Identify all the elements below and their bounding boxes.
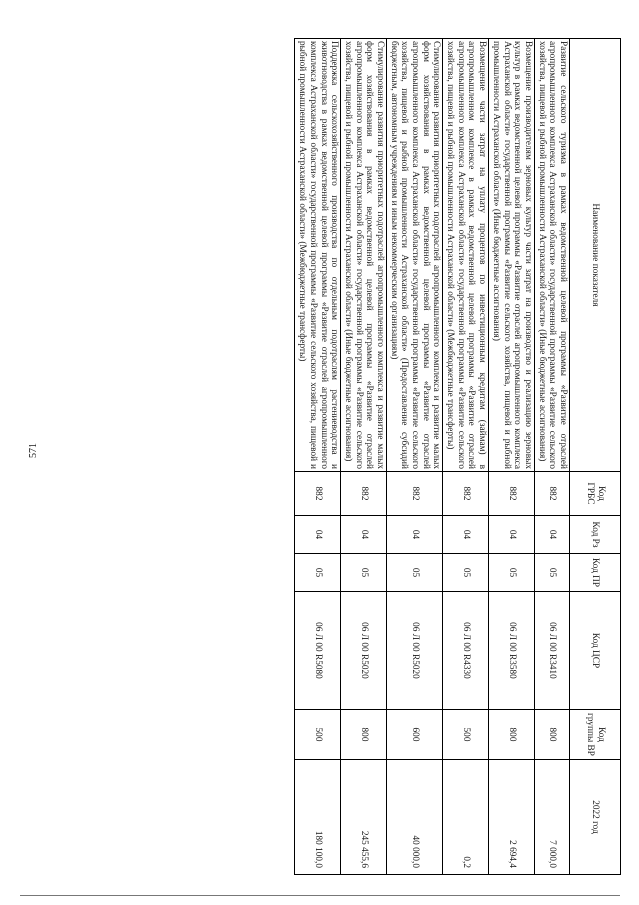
row-rz: 04: [341, 516, 387, 554]
row-vr: 800: [341, 710, 387, 760]
row-rz: 04: [295, 516, 341, 554]
row-grbs: 882: [295, 472, 341, 516]
header-vr: Код группы ВР: [570, 710, 621, 760]
row-name: Стимулирование развития приоритетных подотраслей агропромышленного комплекса и развитие малых форм хозяйствования в рамках ведомственной целевой программы «Развитие отраслей агропромышленного комплекса Астраханской области» государственной программы «Развитие сельского хозяйства, пищевой и рыбной промышленности Астраханской области» (Предоставление субсидий бюджетным, автономным учреждениям и иным некоммерческим организациям): [387, 39, 443, 472]
row-pr: 05: [443, 554, 489, 592]
row-grbs: 882: [443, 472, 489, 516]
table-row: [295, 39, 341, 875]
row-name: Возмещение производителям зерновых культур части затрат на производство и реализацию зерновых культур в рамках ведомственной целевой программы «Развитие отраслей агропромышленного комплекса Астраханской области» государственной программы «Развитие сельского хозяйства, пищевой и рыбной промышленности Астраханской области» (Иные бюджетные ассигнования): [489, 39, 535, 472]
table-row: [489, 39, 535, 875]
row-value: 180 100,0: [295, 760, 341, 875]
row-grbs: 882: [387, 472, 443, 516]
header-rz: Код Рз: [570, 516, 621, 554]
row-rz: 04: [534, 516, 569, 554]
row-grbs: 882: [534, 472, 569, 516]
table-row: [534, 39, 569, 875]
row-grbs: 882: [489, 472, 535, 516]
row-name: Развитие сельского туризма в рамках ведомственной целевой программы «Развитие отраслей агропромышленного комплекса Астраханской области» государственной программы «Развитие сельского хозяйства, пищевой и рыбной промышленности Астраханской области» (Иные бюджетные ассигнования): [534, 39, 569, 472]
row-value: 40 000,0: [387, 760, 443, 875]
row-pr: 05: [295, 554, 341, 592]
row-vr: 800: [489, 710, 535, 760]
row-csr: 06 Л 00 R5020: [387, 592, 443, 710]
row-pr: 05: [534, 554, 569, 592]
row-grbs: 882: [341, 472, 387, 516]
row-name: Возмещение части затрат на уплату процентов по инвестиционным кредитам (займам) в агропромышленном комплексе в рамках ведомственной целевой программы «Развитие отраслей агропромышленного комплекса Астраханской области» государственной программы «Развитие сельского хозяйства, пищевой и рыбной промышленности Астраханской области» (Межбюджетные трансферты): [443, 39, 489, 472]
row-vr: 600: [387, 710, 443, 760]
row-value: 2 694,4: [489, 760, 535, 875]
row-pr: 05: [341, 554, 387, 592]
row-rz: 04: [387, 516, 443, 554]
row-vr: 500: [295, 710, 341, 760]
row-value: 0,2: [443, 760, 489, 875]
table-row: [387, 39, 443, 875]
row-csr: 06 Л 00 R5020: [341, 592, 387, 710]
header-grbs: Код ГРБС: [570, 472, 621, 516]
row-value: 245 455,6: [341, 760, 387, 875]
row-name: Поддержка сельскохозяйственного производства по отдельным подотраслям растениеводства и животноводства в рамках ведомственной целевой программы «Развитие отраслей агропромышленного комплекса Астраханской области» государственной программы «Развитие сельского хозяйства, пищевой и рыбной промышленности Астраханской области» (Межбюджетные трансферты): [295, 39, 341, 472]
bottom-rule: [20, 895, 620, 896]
row-name: Стимулирование развития приоритетных подотраслей агропромышленного комплекса и развитие малых форм хозяйствования в рамках ведомственной целевой программы «Развитие отраслей агропромышленного комплекса Астраханской области» государственной программы «Развитие сельского хозяйства, пищевой и рыбной промышленности Астраханской области» (Иные бюджетные ассигнования): [341, 39, 387, 472]
row-rz: 04: [443, 516, 489, 554]
row-csr: 06 Л 00 R5080: [295, 592, 341, 710]
table-row: [443, 39, 489, 875]
row-csr: 06 Л 00 R4330: [443, 592, 489, 710]
row-pr: 05: [387, 554, 443, 592]
header-csr: Код ЦСР: [570, 592, 621, 710]
header-year: 2022 год: [570, 760, 621, 875]
row-rz: 04: [489, 516, 535, 554]
page-number: 571: [28, 443, 39, 458]
budget-table: [295, 38, 622, 875]
budget-table-container: [295, 38, 622, 874]
row-value: 7 000,0: [534, 760, 569, 875]
row-vr: 800: [534, 710, 569, 760]
row-pr: 05: [489, 554, 535, 592]
header-name: Наименование показателя: [570, 39, 621, 472]
row-csr: 06 Л 00 R3410: [534, 592, 569, 710]
table-row: [341, 39, 387, 875]
header-pr: Код ПР: [570, 554, 621, 592]
row-csr: 06 Л 00 R3580: [489, 592, 535, 710]
table-header-row: [570, 39, 621, 875]
row-vr: 500: [443, 710, 489, 760]
